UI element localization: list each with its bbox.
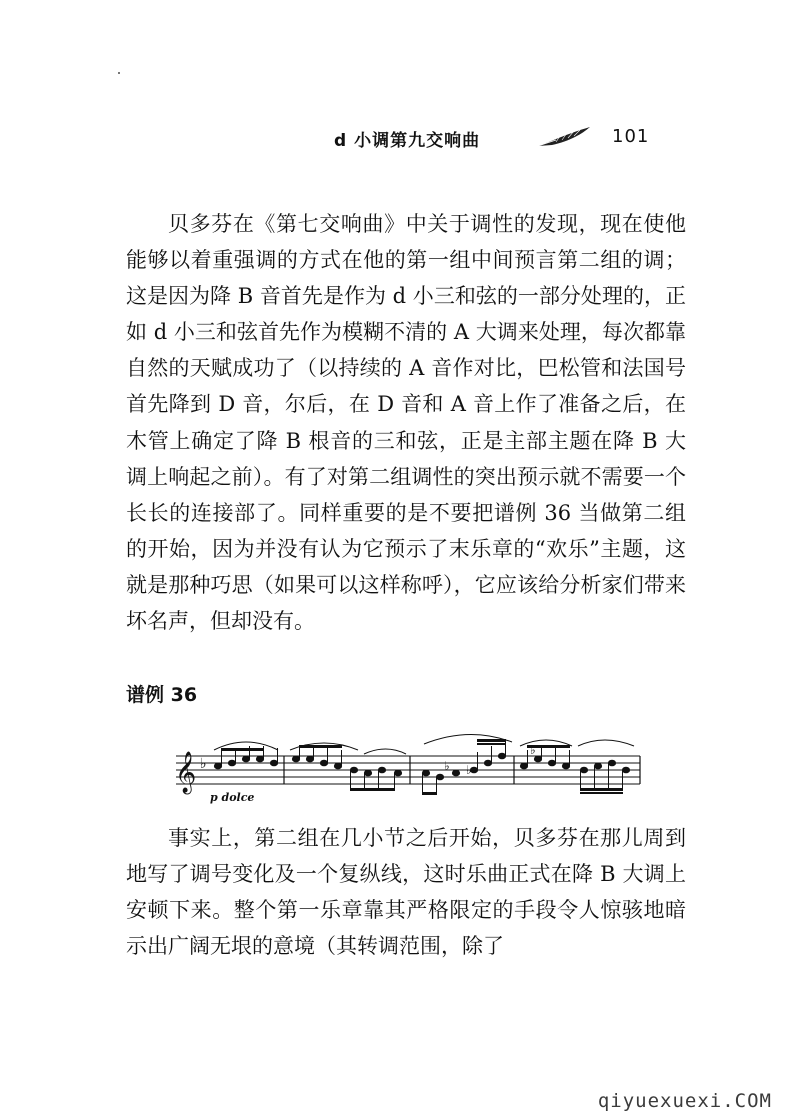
flat-accidental: ♭ [530,743,536,757]
quill-icon [536,126,592,148]
example-label: 谱例 36 [126,684,198,706]
treble-clef: 𝄞 [175,752,197,793]
flat-accidental: ♭ [444,759,450,773]
page-number: 101 [612,126,650,147]
paragraph-2: 事实上，第二组在几小节之后开始，贝多芬在那儿周到地写了调号变化及一个复纵线，这时乐曲正式在降 B 大调上安顿下来。整个第一乐章靠其严格限定的手段令人惊骇地暗示出广阔无垠的意境（其转调范围，除了 [126,826,686,959]
watermark: qiyuexuexi.COM [597,1090,772,1112]
scan-speck [118,72,120,74]
dynamic-marking: p dolce [210,791,255,804]
key-signature: ♭ [200,756,207,772]
page-header [0,126,794,156]
paragraph-1: 贝多芬在《第七交响曲》中关于调性的发现，现在使他能够以着重强调的方式在他的第一组中间预言第二组的调；这是因为降 B 音首先是作为 d 小三和弦的一部分处理的，正如 d 小三和弦首先作为模糊不清的 A 大调来处理，每次都靠自然的天赋成功了（以持续的 A 音作对比，巴松管和法国号首先降到 D 音，尔后，在 D 音和 A 音上作了准备之后，在木管上确定了降 B 根音的三和弦，正是主部主题在降 B 大调上响起之前）。有了对第二组调性的突出预示就不需要一个长长的连接部了。同样重要的是不要把谱例 36 当做第二组的开始，因为并没有认为它预示了末乐章的“欢乐”主题，这就是那种巧思（如果可以这样称呼），它应该给分析家们带来坏名声，但却没有。 [126,212,686,634]
flat-accidental: ♭ [466,763,472,777]
running-title: d 小调第九交响曲 [334,131,481,151]
